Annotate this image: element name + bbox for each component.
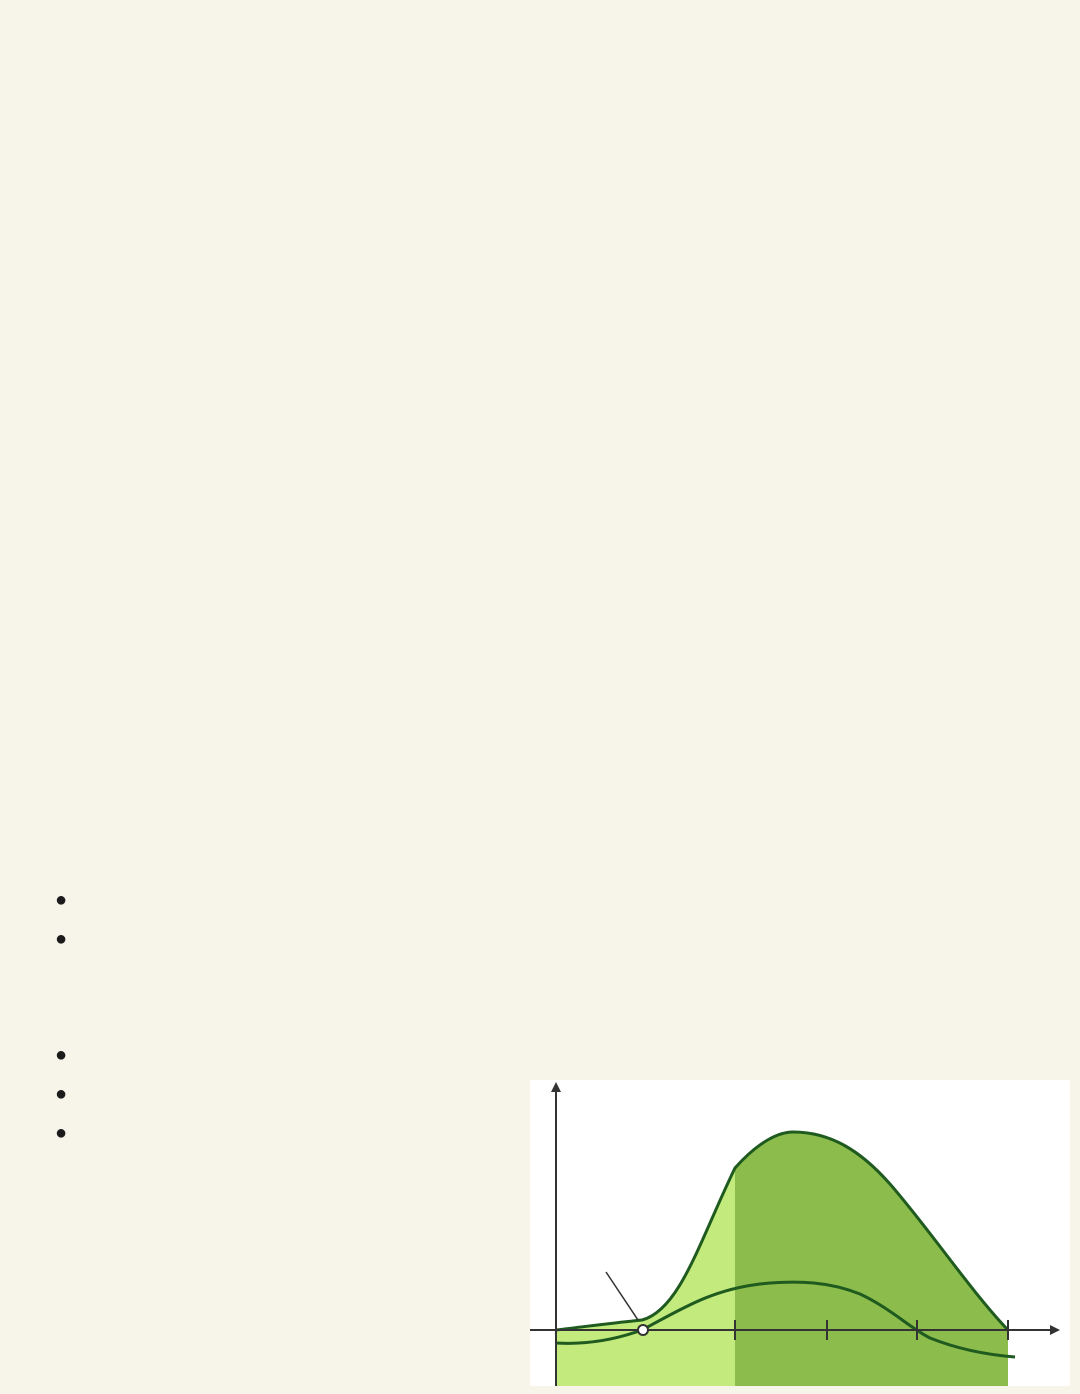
product-lifecycle-chart [530, 1080, 1070, 1386]
x-axis-arrow [1050, 1325, 1060, 1335]
bullet: ● [55, 1122, 68, 1144]
lifecycle-svg [530, 1080, 1070, 1386]
y-axis-arrow [551, 1082, 561, 1092]
bullet: ● [55, 928, 68, 950]
bullet: ● [55, 889, 68, 911]
bullet: ● [55, 1044, 68, 1066]
bullet: ● [55, 1083, 68, 1105]
umsatz-area-dark [735, 1132, 1008, 1386]
umsatz-area-light [556, 1168, 735, 1386]
break-even-arrow [606, 1272, 638, 1320]
break-even-point [638, 1325, 648, 1335]
